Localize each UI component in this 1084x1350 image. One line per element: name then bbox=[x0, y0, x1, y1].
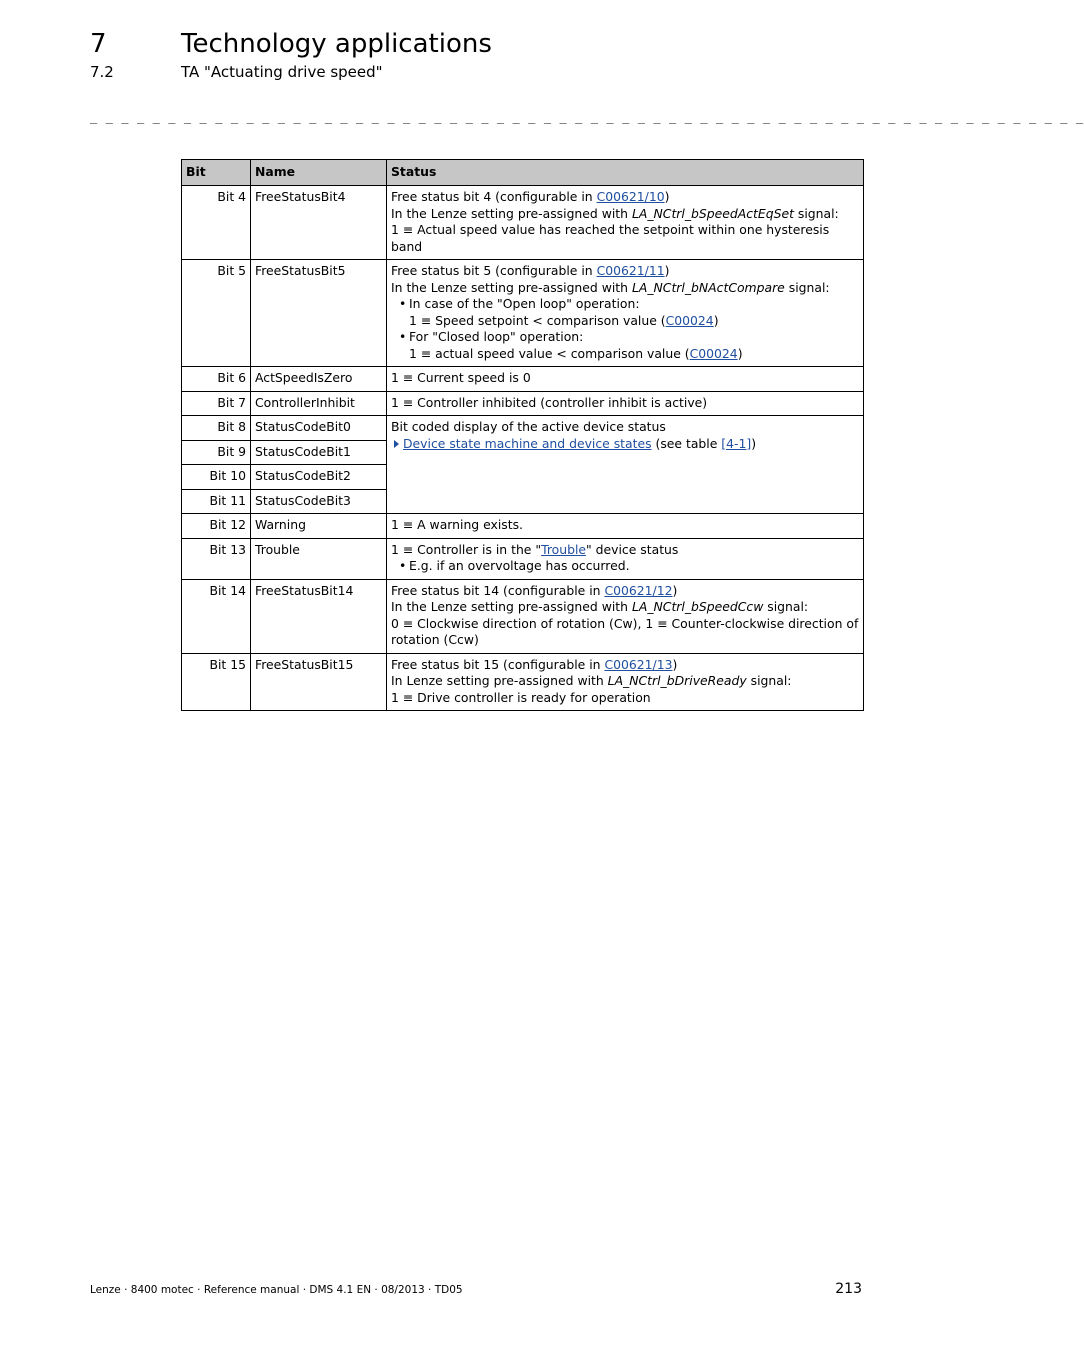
column-header-bit: Bit bbox=[182, 160, 251, 186]
code-link[interactable]: C00024 bbox=[665, 312, 714, 328]
bit-cell: Bit 12 bbox=[182, 514, 251, 539]
footer-document-info: Lenze · 8400 motec · Reference manual · DMS 4.1 EN · 08/2013 · TD05 bbox=[90, 1284, 463, 1296]
code-link[interactable]: C00621/12 bbox=[604, 582, 673, 598]
table-row bbox=[182, 260, 864, 367]
signal-name: LA_NCtrl_bSpeedCcw bbox=[631, 599, 764, 614]
name-cell: FreeStatusBit4 bbox=[251, 186, 387, 260]
status-cell: Free status bit 14 (configurable in C00621/12) In the Lenze setting pre-assigned with LA_NCtrl_bSpeedCcw signal: 0 ≡ Clockwise direction of rotation (Cw), 1 ≡ Counter-clockwise direction of rotation (Ccw) bbox=[387, 579, 864, 653]
table-row bbox=[182, 367, 864, 392]
chapter-number: 7 bbox=[90, 29, 107, 59]
code-link[interactable]: C00621/13 bbox=[604, 656, 673, 672]
signal-name: LA_NCtrl_bSpeedActEqSet bbox=[631, 205, 794, 221]
table-row bbox=[182, 514, 864, 539]
bullet-item: • In case of the "Open loop" operation: bbox=[391, 296, 859, 313]
status-bits-table bbox=[181, 159, 864, 711]
name-cell: StatusCodeBit1 bbox=[251, 440, 387, 465]
device-states-link[interactable]: Device state machine and device states bbox=[403, 435, 652, 451]
column-header-name: Name bbox=[251, 160, 387, 186]
link-arrow-icon bbox=[394, 440, 399, 448]
name-cell: FreeStatusBit5 bbox=[251, 260, 387, 367]
header-rule: _ _ _ _ _ _ _ _ _ _ _ _ _ _ _ _ _ _ _ _ _ _ _ _ _ _ _ _ _ _ _ _ _ _ _ _ _ _ _ _ _ _ _ _ _ _ _ _ _ _ _ _ _ _ _ _ _ _ _ _ _ _ _ _ bbox=[90, 110, 1084, 124]
column-header-status: Status bbox=[387, 160, 864, 186]
name-cell: StatusCodeBit3 bbox=[251, 489, 387, 514]
bit-cell: Bit 8 bbox=[182, 416, 251, 441]
code-link[interactable]: C00024 bbox=[689, 345, 738, 361]
name-cell: FreeStatusBit15 bbox=[251, 653, 387, 711]
bit-cell: Bit 9 bbox=[182, 440, 251, 465]
status-cell: 1 ≡ Current speed is 0 bbox=[387, 367, 864, 392]
name-cell: ActSpeedIsZero bbox=[251, 367, 387, 392]
name-cell: Warning bbox=[251, 514, 387, 539]
status-cell: Free status bit 15 (configurable in C00621/13) In Lenze setting pre-assigned with LA_NCtrl_bDriveReady signal: 1 ≡ Drive controller is ready for operation bbox=[387, 653, 864, 711]
bit-cell: Bit 10 bbox=[182, 465, 251, 490]
table-row bbox=[182, 186, 864, 260]
bullet-item: • For "Closed loop" operation: bbox=[391, 329, 859, 346]
bullet-item: • E.g. if an overvoltage has occurred. bbox=[391, 558, 859, 575]
table-row bbox=[182, 579, 864, 653]
name-cell: Trouble bbox=[251, 538, 387, 579]
name-cell: StatusCodeBit2 bbox=[251, 465, 387, 490]
bit-cell: Bit 14 bbox=[182, 579, 251, 653]
table-row bbox=[182, 653, 864, 711]
table-row bbox=[182, 538, 864, 579]
section-title: TA "Actuating drive speed" bbox=[181, 63, 383, 81]
signal-name: LA_NCtrl_bDriveReady bbox=[607, 673, 747, 688]
status-cell: Free status bit 4 (configurable in C00621/10) In the Lenze setting pre-assigned with LA_NCtrl_bSpeedActEqSet signal: 1 ≡ Actual speed value has reached the setpoint within one hysteresis band bbox=[387, 186, 864, 260]
status-cell: 1 ≡ Controller is in the "Trouble" device status • E.g. if an overvoltage has occurred. bbox=[387, 538, 864, 579]
table-row bbox=[182, 416, 864, 441]
name-cell: StatusCodeBit0 bbox=[251, 416, 387, 441]
table-row bbox=[182, 391, 864, 416]
table-ref-link[interactable]: [4-1] bbox=[721, 435, 752, 451]
bit-cell: Bit 6 bbox=[182, 367, 251, 392]
bit-cell: Bit 4 bbox=[182, 186, 251, 260]
status-cell: Bit coded display of the active device status Device state machine and device states (see table [4-1]) bbox=[387, 416, 864, 514]
code-link[interactable]: C00621/10 bbox=[596, 189, 665, 204]
name-cell: ControllerInhibit bbox=[251, 391, 387, 416]
signal-name: LA_NCtrl_bNActCompare bbox=[631, 279, 785, 295]
table-header-row bbox=[182, 160, 864, 186]
bit-cell: Bit 5 bbox=[182, 260, 251, 367]
bit-cell: Bit 11 bbox=[182, 489, 251, 514]
section-number: 7.2 bbox=[90, 63, 114, 81]
status-cell: Free status bit 5 (configurable in C00621/11) In the Lenze setting pre-assigned with LA_NCtrl_bNActCompare signal: • In case of the "Open loop" operation: 1 ≡ Speed setpoint < comparison value (C00024) • For "Closed loop" operation: 1 ≡ actual speed value < comparison value (C00024) bbox=[387, 260, 864, 367]
page-number: 213 bbox=[835, 1281, 862, 1297]
trouble-link[interactable]: Trouble bbox=[541, 541, 587, 557]
code-link[interactable]: C00621/11 bbox=[596, 263, 665, 278]
status-cell: 1 ≡ Controller inhibited (controller inhibit is active) bbox=[387, 391, 864, 416]
bit-cell: Bit 15 bbox=[182, 653, 251, 711]
status-cell: 1 ≡ A warning exists. bbox=[387, 514, 864, 539]
bit-cell: Bit 7 bbox=[182, 391, 251, 416]
bit-cell: Bit 13 bbox=[182, 538, 251, 579]
chapter-title: Technology applications bbox=[181, 29, 492, 59]
name-cell: FreeStatusBit14 bbox=[251, 579, 387, 653]
